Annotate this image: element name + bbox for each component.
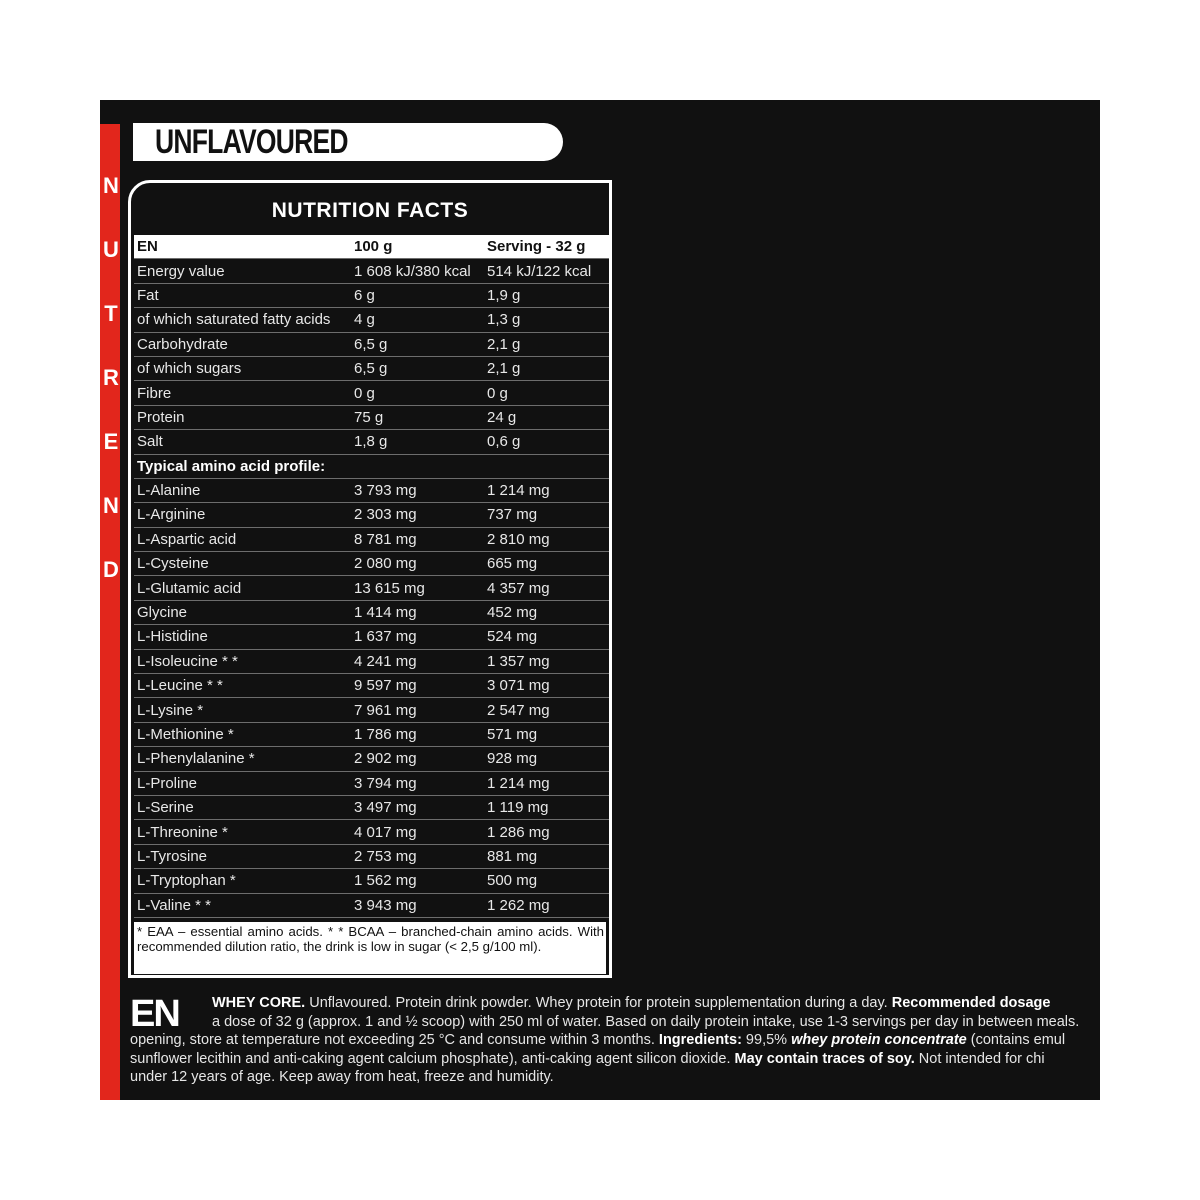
brand-strip-letter: E: [103, 429, 119, 454]
table-row: [134, 649, 612, 673]
table-cell: 1 637 mg: [351, 625, 484, 649]
table-cell: 1 119 mg: [484, 795, 612, 819]
table-row: [134, 771, 612, 795]
table-cell: L-Tyrosine: [134, 844, 351, 868]
brand-red-strip: [100, 124, 120, 1100]
table-cell: L-Isoleucine * *: [134, 649, 351, 673]
table-cell: L-Threonine *: [134, 820, 351, 844]
table-cell: Protein: [134, 405, 351, 429]
description-text: Unflavoured. Protein drink powder. Whey protein for protein supplementation during a day.: [305, 995, 892, 1011]
description-text: under 12 years of age. Keep away from heat, freeze and humidity.: [130, 1069, 554, 1086]
table-row: [134, 576, 612, 600]
table-cell: 4 357 mg: [484, 576, 612, 600]
table-cell: 0 g: [351, 381, 484, 405]
table-cell: 2 810 mg: [484, 527, 612, 551]
table-row: [134, 795, 612, 819]
table-cell: 3 793 mg: [351, 478, 484, 502]
table-cell: 500 mg: [484, 869, 612, 893]
table-cell: Salt: [134, 430, 351, 454]
table-cell: 881 mg: [484, 844, 612, 868]
table-row: [134, 600, 612, 624]
table-row: [134, 625, 612, 649]
description-line: [130, 1013, 1100, 1032]
description-text: Ingredients:: [658, 1032, 742, 1049]
description-text: opening, store at temperature not exceeding 25 °C and consume within 3 months.: [130, 1032, 659, 1049]
table-cell: 928 mg: [484, 747, 612, 771]
table-cell: L-Alanine: [134, 478, 351, 502]
table-cell: L-Histidine: [134, 625, 351, 649]
label-panel: [100, 100, 1100, 1100]
description-line: [130, 1050, 1100, 1069]
flavour-name: UNFLAVOURED: [155, 123, 348, 161]
table-cell: 13 615 mg: [351, 576, 484, 600]
table-cell: 6,5 g: [351, 332, 484, 356]
table-row: [134, 698, 612, 722]
table-cell: 1 214 mg: [484, 771, 612, 795]
table-cell: 3 794 mg: [351, 771, 484, 795]
table-cell: 1,3 g: [484, 308, 612, 332]
brand-strip-letter: N: [103, 493, 119, 518]
brand-strip-letter: D: [103, 557, 119, 582]
table-cell: 2 080 mg: [351, 552, 484, 576]
table-cell: Glycine: [134, 600, 351, 624]
table-cell: 524 mg: [484, 625, 612, 649]
table-cell: 1 786 mg: [351, 722, 484, 746]
brand-strip-letter: T: [104, 301, 118, 326]
table-row: [134, 747, 612, 771]
table-cell: L-Tryptophan *: [134, 869, 351, 893]
table-cell: 24 g: [484, 405, 612, 429]
table-cell: [351, 454, 484, 478]
table-cell: Fibre: [134, 381, 351, 405]
table-cell: 100 g: [351, 235, 484, 259]
table-row: [134, 259, 612, 283]
table-cell: L-Lysine *: [134, 698, 351, 722]
table-cell: L-Phenylalanine *: [134, 747, 351, 771]
brand-strip-letter: N: [103, 173, 119, 198]
table-cell: 9 597 mg: [351, 674, 484, 698]
table-cell: 2 902 mg: [351, 747, 484, 771]
description-text: Recommended dosage: [891, 995, 1051, 1011]
table-cell: 2 753 mg: [351, 844, 484, 868]
nutrition-facts-box: [128, 180, 612, 978]
table-cell: 3 071 mg: [484, 674, 612, 698]
table-row: [134, 283, 612, 307]
table-cell: 3 943 mg: [351, 893, 484, 917]
table-cell: 75 g: [351, 405, 484, 429]
table-row: [134, 478, 612, 502]
table-cell: 7 961 mg: [351, 698, 484, 722]
table-cell: 1 562 mg: [351, 869, 484, 893]
flavour-pill: [133, 123, 563, 161]
table-row: [134, 893, 612, 917]
table-cell: L-Valine * *: [134, 893, 351, 917]
table-cell: 1 414 mg: [351, 600, 484, 624]
table-cell: Serving - 32 g: [484, 235, 612, 259]
brand-strip-letter: R: [103, 365, 119, 390]
table-cell: L-Methionine *: [134, 722, 351, 746]
table-cell: 3 497 mg: [351, 795, 484, 819]
table-row: [134, 844, 612, 868]
table-row: [134, 405, 612, 429]
table-cell: 2,1 g: [484, 332, 612, 356]
table-cell: Energy value: [134, 259, 351, 283]
table-cell: 1,8 g: [351, 430, 484, 454]
table-row: [134, 674, 612, 698]
table-cell: 6,5 g: [351, 356, 484, 380]
table-cell: 1 214 mg: [484, 478, 612, 502]
table-cell: 1 286 mg: [484, 820, 612, 844]
table-cell: 1 357 mg: [484, 649, 612, 673]
table-row: [134, 527, 612, 551]
table-cell: 6 g: [351, 283, 484, 307]
amino-heading-row: [134, 454, 612, 478]
table-cell: 0 g: [484, 381, 612, 405]
table-cell: Fat: [134, 283, 351, 307]
product-description: [130, 994, 1100, 1087]
table-cell: 2 547 mg: [484, 698, 612, 722]
table-cell: L-Aspartic acid: [134, 527, 351, 551]
description-line: [130, 1068, 1100, 1087]
table-header-row: [134, 235, 612, 259]
description-text: WHEY CORE.: [212, 995, 306, 1011]
description-text: 99,5%: [741, 1032, 792, 1049]
table-cell: EN: [134, 235, 351, 259]
language-badge-en: EN: [130, 993, 179, 1035]
table-cell: 8 781 mg: [351, 527, 484, 551]
table-cell: L-Glutamic acid: [134, 576, 351, 600]
description-text: May contain traces of soy.: [734, 1050, 915, 1067]
description-text: whey protein concentrate: [791, 1032, 967, 1049]
table-cell: 452 mg: [484, 600, 612, 624]
table-cell: 1,9 g: [484, 283, 612, 307]
table-cell: of which saturated fatty acids: [134, 308, 351, 332]
table-row: [134, 503, 612, 527]
description-line: [130, 1031, 1100, 1050]
table-cell: 571 mg: [484, 722, 612, 746]
brand-strip-letter: U: [103, 237, 119, 262]
table-cell: Typical amino acid profile:: [134, 454, 351, 478]
brand-strip-letters: [102, 154, 120, 602]
amino-footnote: * EAA – essential amino acids. * * BCAA – branched-chain amino acids. With recommended dilution ratio, the drink is low in sugar (< 2,5 g/100 ml).: [134, 922, 606, 974]
table-cell: [484, 454, 612, 478]
table-cell: 4 017 mg: [351, 820, 484, 844]
table-row: [134, 820, 612, 844]
table-row: [134, 869, 612, 893]
table-cell: 514 kJ/122 kcal: [484, 259, 612, 283]
table-cell: L-Leucine * *: [134, 674, 351, 698]
description-text: a dose of 32 g (approx. 1 and ½ scoop) with 250 ml of water. Based on daily protein intake, use 1-3 servings per day in between meals.: [212, 1013, 1080, 1030]
description-text: (contains emul: [966, 1032, 1066, 1049]
table-row: [134, 552, 612, 576]
table-row: [134, 356, 612, 380]
description-text: sunflower lecithin and anti-caking agent calcium phosphate), anti-caking agent silicon dioxide.: [130, 1050, 735, 1067]
table-cell: 665 mg: [484, 552, 612, 576]
table-row: [134, 722, 612, 746]
description-line: [130, 994, 1100, 1013]
table-cell: Carbohydrate: [134, 332, 351, 356]
table-cell: L-Proline: [134, 771, 351, 795]
table-row: [134, 332, 612, 356]
table-cell: L-Serine: [134, 795, 351, 819]
table-row: [134, 381, 612, 405]
table-cell: 4 g: [351, 308, 484, 332]
table-cell: L-Cysteine: [134, 552, 351, 576]
table-cell: 2 303 mg: [351, 503, 484, 527]
table-cell: of which sugars: [134, 356, 351, 380]
table-row: [134, 308, 612, 332]
description-text: Not intended for chi: [914, 1050, 1045, 1067]
nutrition-table: [134, 235, 612, 918]
table-cell: 0,6 g: [484, 430, 612, 454]
nutrition-facts-title: NUTRITION FACTS: [271, 199, 469, 222]
table-cell: 1 608 kJ/380 kcal: [351, 259, 484, 283]
table-cell: 737 mg: [484, 503, 612, 527]
table-cell: 1 262 mg: [484, 893, 612, 917]
table-cell: L-Arginine: [134, 503, 351, 527]
table-cell: 4 241 mg: [351, 649, 484, 673]
table-row: [134, 430, 612, 454]
table-cell: 2,1 g: [484, 356, 612, 380]
